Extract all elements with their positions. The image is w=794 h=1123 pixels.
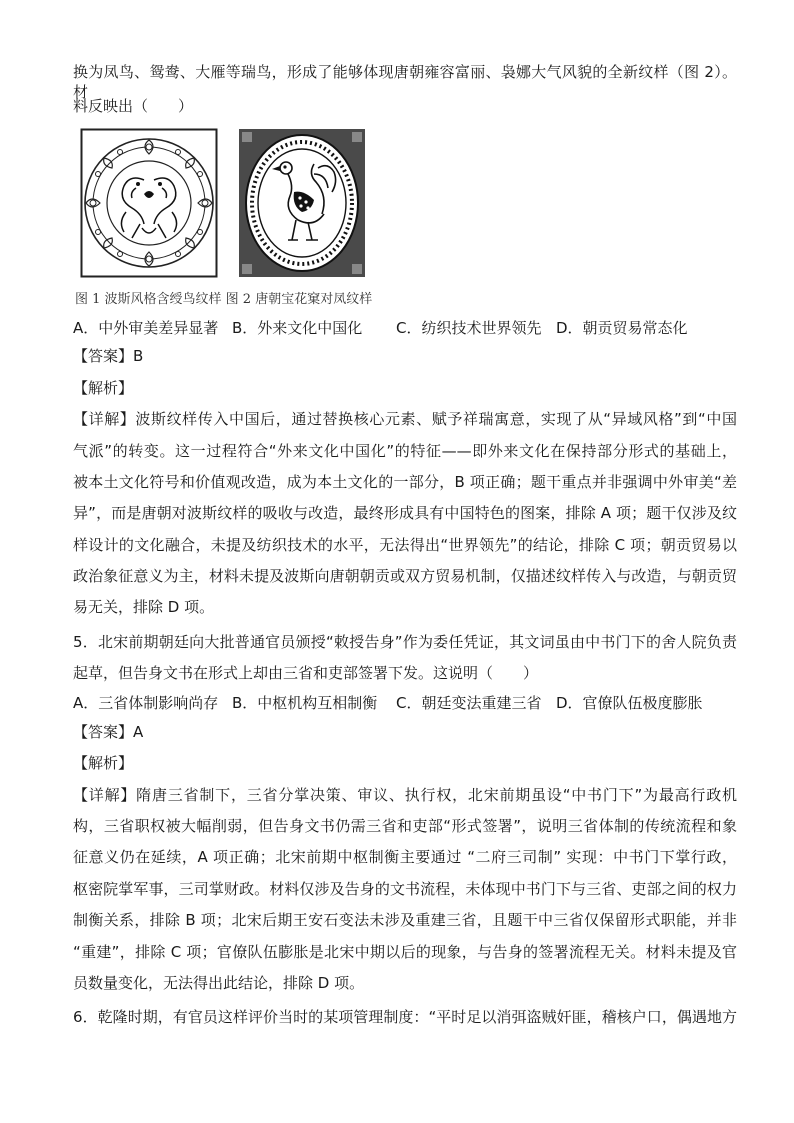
q5-detail-line: 构，三省职权被大幅削弱，但告身文书仍需三省和吏部“形式签署”，说明三省体制的传统流程和象 bbox=[73, 817, 737, 835]
q4-answer: 【答案】B bbox=[73, 347, 144, 365]
q5-option-d: D．官僚队伍极度膨胀 bbox=[556, 694, 703, 712]
q4-option-d: D．朝贡贸易常态化 bbox=[556, 319, 688, 337]
q4-stem-line-2: 料反映出（ ） bbox=[73, 97, 194, 115]
q5-detail-line: 征意义仍在延续，A 项正确；北宋前期中枢制衡主要通过 “二府三司制” 实现：中书门下掌行政， bbox=[73, 848, 737, 866]
q4-option-c: C．纺织技术世界领先 bbox=[396, 319, 542, 337]
q5-stem-line-2: 起草，但告身文书在形式上却由三省和吏部签署下发。这说明（ ） bbox=[73, 664, 539, 682]
q5-option-b: B．中枢机构互相制衡 bbox=[232, 694, 378, 712]
q5-detail-line: 【详解】隋唐三省制下，三省分掌决策、审议、执行权，北宋前期虽设“中书门下”为最高行政机 bbox=[73, 786, 737, 804]
q5-answer: 【答案】A bbox=[73, 723, 144, 741]
q4-option-a: A．中外审美差异显著 bbox=[73, 319, 219, 337]
q5-detail-line: “重建”，排除 C 项；官僚队伍膨胀是北宋中期以后的现象，与告身的签署流程无关。材料未提及官 bbox=[73, 943, 737, 961]
tang-phoenix-medallion-pattern-icon bbox=[238, 128, 366, 278]
q5-detail-line: 制衡关系，排除 B 项；北宋后期王安石变法未涉及重建三省，且题干中三省仅保留形式职能，并非 bbox=[73, 911, 737, 929]
q4-detail-line: 样设计的文化融合，未提及纺织技术的水平，无法得出“世界领先”的结论，排除 C 项；朝贡贸易以 bbox=[73, 536, 737, 554]
q4-detail-line: 【详解】波斯纹样传入中国后，通过替换核心元素、赋予祥瑞寓意，实现了从“异域风格”到“中国 bbox=[73, 410, 737, 428]
q4-detail-line: 气派”的转变。这一过程符合“外来文化中国化”的特征——即外来文化在保持部分形式的基础上， bbox=[73, 442, 737, 460]
q5-stem-line-1: 5．北宋前期朝廷向大批普通官员颁授“敕授告身”作为委任凭证，其文词虽由中书门下的舍人院负责 bbox=[73, 633, 737, 651]
q4-figure-caption: 图 1 波斯风格含绶鸟纹样 图 2 唐朝宝花窠对凤纹样 bbox=[75, 292, 373, 307]
q6-stem-line-1: 6．乾隆时期，有官员这样评价当时的某项管理制度：“平时足以消弭盗贼奸匪，稽核户口，偶遇地方 bbox=[73, 1008, 737, 1026]
q4-detail-line: 异”，而是唐朝对波斯纹样的吸收与改造，最终形成具有中国特色的图案，排除 A 项；题干仅涉及纹 bbox=[73, 504, 737, 522]
q4-detail-line: 政治象征意义为主，材料未提及波斯向唐朝朝贡或双方贸易机制，仅描述纹样传入与改造，与朝贡贸 bbox=[73, 567, 737, 585]
q5-detail-line: 员数量变化，无法得出此结论，排除 D 项。 bbox=[73, 974, 365, 992]
q4-analysis-label: 【解析】 bbox=[73, 379, 134, 397]
persian-roundel-bird-pattern-icon bbox=[80, 128, 218, 278]
q5-analysis-label: 【解析】 bbox=[73, 754, 134, 772]
q4-detail-line: 易无关，排除 D 项。 bbox=[73, 598, 215, 616]
q4-stem-line-1: 换为凤鸟、鸳鸯、大雁等瑞鸟，形成了能够体现唐朝雍容富丽、袅娜大气风貌的全新纹样（图 2）。材 bbox=[73, 63, 737, 101]
q5-option-c: C．朝廷变法重建三省 bbox=[396, 694, 542, 712]
q5-option-a: A．三省体制影响尚存 bbox=[73, 694, 219, 712]
q4-detail-line: 被本土文化符号和价值观改造，成为本土文化的一部分，B 项正确；题干重点并非强调中外审美“差 bbox=[73, 473, 737, 491]
q4-option-b: B．外来文化中国化 bbox=[232, 319, 363, 337]
q5-detail-line: 枢密院掌军事，三司掌财政。材料仅涉及告身的文书流程，未体现中书门下与三省、吏部之间的权力 bbox=[73, 880, 737, 898]
